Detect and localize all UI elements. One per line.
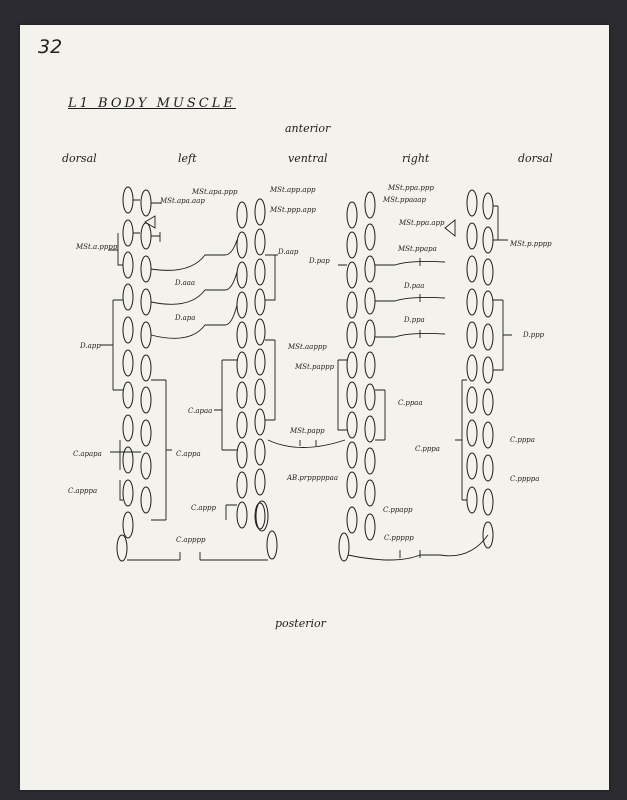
ventral-right-cell <box>365 416 375 442</box>
dorsal-right-cell <box>483 324 493 350</box>
dorsal-right-cell <box>483 389 493 415</box>
dorsal-right-cell <box>467 453 477 479</box>
ventral-right-cell <box>365 514 375 540</box>
posterior-cell <box>256 501 268 531</box>
ventral-right-cell <box>347 202 357 228</box>
posterior-cell <box>117 535 127 561</box>
dorsal-right-cell <box>467 420 477 446</box>
lineage-line <box>445 220 455 236</box>
ventral-left-cell <box>255 199 265 225</box>
column-header-ventral: ventral <box>288 152 328 165</box>
cell-label: C.ppaa <box>398 399 423 407</box>
ventral-left-cell <box>255 319 265 345</box>
ventral-right-cell <box>365 224 375 250</box>
ventral-right-cell <box>347 262 357 288</box>
dorsal-left-cell <box>141 355 151 381</box>
cell-label: MSt.p.pppp <box>510 240 552 248</box>
ventral-right-cell <box>347 442 357 468</box>
posterior-cell <box>267 531 277 559</box>
dorsal-right-cell <box>483 193 493 219</box>
column-header-left: left <box>178 152 197 165</box>
cell-label: MSt.pappp <box>295 363 335 371</box>
ventral-left-cell <box>237 442 247 468</box>
ventral-right-cell <box>347 412 357 438</box>
cell-label: MSt.papp <box>290 427 325 435</box>
ventral-left-cell <box>237 262 247 288</box>
ventral-left-cell <box>237 202 247 228</box>
dorsal-left-cell <box>123 382 133 408</box>
cell-label: AB.prpppppaa <box>287 474 339 482</box>
lineage-line <box>151 272 237 304</box>
lineage-line <box>151 203 162 242</box>
dorsal-left-cell <box>123 284 133 310</box>
ventral-right-cell <box>347 232 357 258</box>
cell-label: MSt.apa.aap <box>160 197 205 205</box>
cell-label: MSt.ppapa <box>398 245 437 253</box>
cell-label: C.ppapp <box>383 506 413 514</box>
dorsal-right-cell <box>467 387 477 413</box>
dorsal-left-cell <box>141 487 151 513</box>
dorsal-right-cell <box>483 357 493 383</box>
lineage-line <box>265 255 278 300</box>
posterior-label: posterior <box>275 617 326 630</box>
lineage-line <box>268 440 345 448</box>
dorsal-left-cell <box>141 387 151 413</box>
lineage-line <box>375 294 445 302</box>
dorsal-right-cell <box>467 487 477 513</box>
dorsal-right-cell <box>467 190 477 216</box>
cell-label: D.pap <box>309 257 330 265</box>
dorsal-left-cell <box>123 187 133 213</box>
cell-label: MSt.ppaaap <box>383 196 426 204</box>
dorsal-left-cell <box>141 420 151 446</box>
dorsal-left-cell <box>123 512 133 538</box>
lineage-line <box>214 360 237 450</box>
ventral-left-cell <box>237 472 247 498</box>
page-title: L1 BODY MUSCLE <box>68 96 236 111</box>
dorsal-left-cell <box>123 317 133 343</box>
dorsal-left-cell <box>141 322 151 348</box>
ventral-right-cell <box>365 352 375 378</box>
ventral-left-cell <box>237 502 247 528</box>
cell-label: MSt.aappp <box>288 343 327 351</box>
cell-label: D.aap <box>278 248 299 256</box>
ventral-right-cell <box>365 384 375 410</box>
ventral-right-cell <box>347 382 357 408</box>
cell-label: C.apppa <box>68 487 98 495</box>
ventral-left-cell <box>237 382 247 408</box>
page-number: 32 <box>38 36 63 58</box>
dorsal-right-cell <box>483 259 493 285</box>
ventral-left-cell <box>237 322 247 348</box>
dorsal-left-cell <box>123 252 133 278</box>
cell-label: C.appa <box>176 450 201 458</box>
cell-label: C.apaa <box>188 407 213 415</box>
lineage-line <box>145 216 155 228</box>
dorsal-right-cell <box>467 223 477 249</box>
dorsal-left-cell <box>141 223 151 249</box>
cell-label: D.paa <box>404 282 425 290</box>
ventral-right-cell <box>347 507 357 533</box>
ventral-right-cell <box>347 472 357 498</box>
ventral-left-cell <box>255 409 265 435</box>
ventral-left-cell <box>255 289 265 315</box>
dorsal-left-cell <box>141 256 151 282</box>
cell-label: C.pppa <box>415 445 440 453</box>
ventral-right-cell <box>347 322 357 348</box>
dorsal-left-cell <box>123 480 133 506</box>
dorsal-right-cell <box>483 455 493 481</box>
ventral-left-cell <box>237 232 247 258</box>
lineage-line <box>375 330 445 338</box>
column-header-right: right <box>402 152 430 165</box>
cell-label: D.app <box>80 342 101 350</box>
dorsal-right-cell <box>467 355 477 381</box>
ventral-right-cell <box>347 352 357 378</box>
cell-label: MSt.app.app <box>270 186 316 194</box>
ventral-left-cell <box>255 439 265 465</box>
dorsal-right-cell <box>483 489 493 515</box>
cell-label: MSt.apa.ppp <box>192 188 238 196</box>
lineage-line <box>348 535 488 560</box>
dorsal-left-cell <box>141 289 151 315</box>
ventral-right-cell <box>365 448 375 474</box>
lineage-line <box>493 206 508 240</box>
cell-label: C.ppppa <box>510 475 540 483</box>
ventral-right-cell <box>365 288 375 314</box>
lineage-line <box>265 340 275 420</box>
dorsal-left-cell <box>123 447 133 473</box>
dorsal-left-cell <box>141 453 151 479</box>
ventral-right-cell <box>365 256 375 282</box>
lineage-line <box>226 505 237 520</box>
lineage-line <box>493 300 512 370</box>
ventral-left-cell <box>255 229 265 255</box>
lineage-line <box>338 265 347 430</box>
lineage-line <box>127 552 268 560</box>
cell-label: D.aaa <box>175 279 196 287</box>
lineage-line <box>375 390 385 440</box>
cell-label: MSt.ppp.app <box>270 206 316 214</box>
cell-label: C.apapa <box>73 450 102 458</box>
lineage-line <box>100 300 123 390</box>
dorsal-right-cell <box>483 422 493 448</box>
cell-label: MSt.a.pppp <box>76 243 118 251</box>
lineage-line <box>108 200 140 265</box>
cell-label: C.apppp <box>176 536 206 544</box>
lineage-line <box>151 240 237 270</box>
dorsal-right-cell <box>483 291 493 317</box>
cell-label: D.ppa <box>404 316 425 324</box>
dorsal-right-cell <box>467 256 477 282</box>
ventral-left-cell <box>255 349 265 375</box>
ventral-left-cell <box>237 412 247 438</box>
dorsal-right-cell <box>467 322 477 348</box>
dorsal-left-cell <box>123 220 133 246</box>
ventral-right-cell <box>365 192 375 218</box>
cell-label: MSt.ppa.ppp <box>388 184 434 192</box>
dorsal-right-cell <box>483 227 493 253</box>
cell-label: C.appp <box>191 504 216 512</box>
posterior-cell <box>339 533 349 561</box>
dorsal-left-cell <box>141 190 151 216</box>
ventral-left-cell <box>255 379 265 405</box>
ventral-left-cell <box>255 469 265 495</box>
dorsal-right-cell <box>467 289 477 315</box>
column-header-dorsal-left: dorsal <box>62 152 97 165</box>
lineage-line <box>455 380 467 500</box>
dorsal-left-cell <box>123 415 133 441</box>
cell-label: D.ppp <box>523 331 545 339</box>
anterior-label: anterior <box>285 122 331 135</box>
lineage-line <box>151 380 172 520</box>
cell-label: MSt.ppa.app <box>399 219 445 227</box>
ventral-right-cell <box>347 292 357 318</box>
ventral-right-cell <box>365 480 375 506</box>
ventral-left-cell <box>237 292 247 318</box>
cell-label: C.pppa <box>510 436 535 444</box>
cell-label: C.ppppp <box>384 534 414 542</box>
ventral-left-cell <box>255 259 265 285</box>
column-header-dorsal-right: dorsal <box>518 152 553 165</box>
lineage-line <box>375 258 445 266</box>
dorsal-left-cell <box>123 350 133 376</box>
cell-label: D.apa <box>175 314 196 322</box>
ventral-left-cell <box>237 352 247 378</box>
ventral-right-cell <box>365 320 375 346</box>
